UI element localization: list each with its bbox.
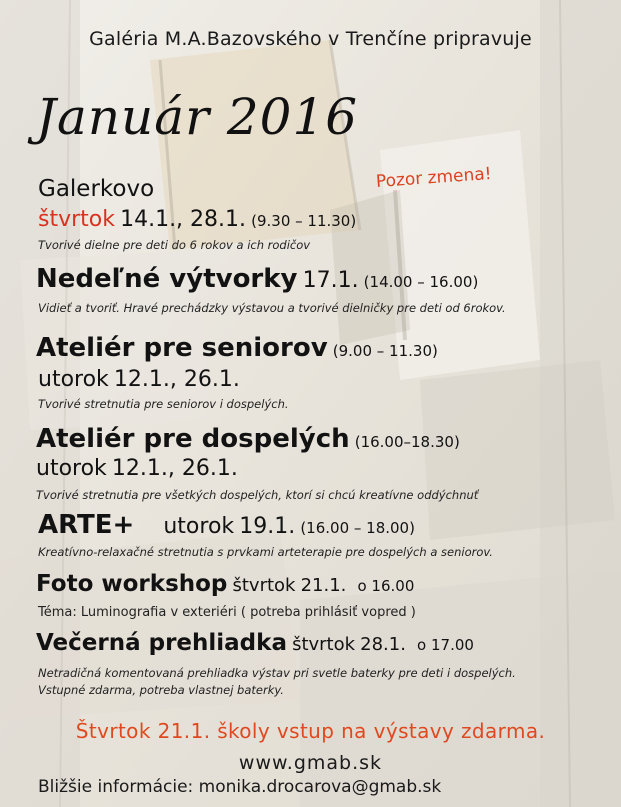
event-nedelne-heading [36, 264, 478, 294]
contact-info[interactable]: Bližšie informácie: monika.drocarova@gmab.sk [38, 777, 442, 797]
month-title: Január 2016 [36, 88, 359, 146]
poster-header: Galéria M.A.Bazovského v Trenčíne pripravuje [89, 28, 532, 50]
event-galerkovo-title: Galerkovo [38, 176, 155, 202]
event-nedelne-dates: 17.1. [302, 268, 359, 293]
event-arte-desc: Kreatívno-relaxačné stretnutia s prvkami arteterapie pre dospelých a seniorov. [38, 545, 493, 559]
event-arte-time: (16.00 – 18.00) [300, 519, 415, 537]
event-vecerna-title: Večerná prehliadka [36, 630, 287, 656]
event-arte-day: utorok [163, 514, 235, 539]
event-galerkovo-day: štvrtok [38, 207, 115, 232]
event-foto-title: Foto workshop [36, 571, 228, 597]
event-vecerna-desc-1: Netradičná komentovaná prehliadka výstav pri svetle baterky pre deti i dospelých. [38, 666, 516, 680]
event-vecerna-day: štvrtok [292, 634, 356, 655]
event-seniori-dates: 12.1., 26.1. [113, 367, 240, 392]
event-dospeli-time: (16.00–18.30) [354, 433, 460, 451]
event-dospeli-desc: Tvorivé stretnutia pre všetkých dospelých, ktorí si chcú kreatívne oddýchnuť [36, 488, 479, 502]
event-seniori-desc: Tvorivé stretnutia pre seniorov i dospelých. [38, 397, 289, 411]
event-seniori-time: (9.00 – 11.30) [332, 342, 438, 360]
event-arte-title: ARTE+ [38, 510, 135, 540]
event-galerkovo-schedule [38, 207, 356, 232]
event-foto-heading [36, 571, 414, 597]
event-dospeli-heading [36, 424, 460, 454]
event-dospeli-title: Ateliér pre dospelých [36, 424, 350, 454]
event-foto-time: o 16.00 [357, 577, 415, 595]
event-nedelne-title: Nedeľné výtvorky [36, 264, 298, 294]
event-arte-dates: 19.1. [239, 514, 296, 539]
event-arte-heading [38, 510, 415, 540]
event-seniori-title: Ateliér pre seniorov [36, 333, 328, 363]
event-galerkovo-desc: Tvorivé dielne pre deti do 6 rokov a ich rodičov [38, 238, 311, 252]
change-notice: Pozor zmena! [375, 163, 493, 192]
event-vecerna-time: o 17.00 [417, 636, 474, 654]
event-galerkovo-dates: 14.1., 28.1. [120, 207, 247, 232]
event-dospeli-schedule [36, 456, 238, 481]
event-nedelne-time: (14.00 – 16.00) [363, 273, 479, 291]
event-vecerna-desc-2: Vstupné zdarma, potreba vlastnej baterky. [38, 683, 284, 697]
event-nedelne-desc: Vidieť a tvoriť. Hravé prechádzky výstavou a tvorivé dielničky pre deti od 6rokov. [38, 301, 506, 315]
event-foto-day: štvrtok [232, 575, 296, 596]
event-vecerna-heading [36, 630, 474, 656]
event-seniori-schedule [38, 367, 240, 392]
event-dospeli-day: utorok [36, 456, 107, 481]
event-foto-desc: Téma: Luminografia v exteriéri ( potreba prihlásiť vopred ) [38, 605, 416, 620]
event-galerkovo-time: (9.30 – 11.30) [251, 212, 357, 230]
event-seniori-day: utorok [38, 367, 109, 392]
website-link[interactable]: www.gmab.sk [238, 752, 383, 774]
free-entry-notice: Štvrtok 21.1. školy vstup na výstavy zdarma. [75, 719, 546, 743]
event-foto-dates: 21.1. [300, 575, 347, 596]
event-seniori-heading [36, 333, 438, 363]
event-dospeli-dates: 12.1., 26.1. [111, 456, 238, 481]
event-vecerna-dates: 28.1. [360, 634, 406, 655]
